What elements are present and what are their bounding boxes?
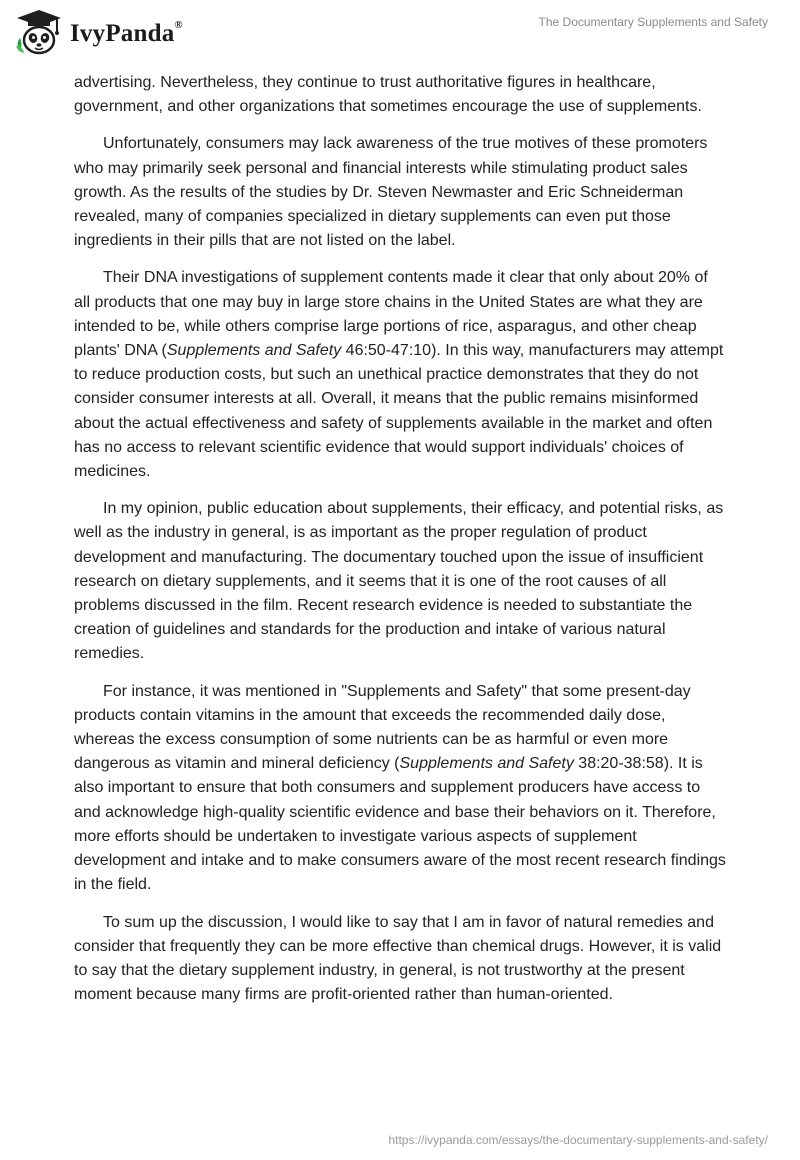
citation-title: Supplements and Safety <box>166 342 342 360</box>
paragraph-3 <box>74 266 726 484</box>
paragraph-5 <box>74 680 726 898</box>
document-title: The Documentary Supplements and Safety <box>538 15 768 29</box>
paragraph-5-text-after: 38:20-38:58). It is also important to ensure that both consumers and supplement producers have access to and acknowledge high-quality scientific evidence and base their behaviors on it. Therefore, more efforts should be undertaken to investigate various aspects of supplement development and intake and to make consumers aware of the most recent research findings in the field. <box>74 755 726 894</box>
page-header <box>0 0 800 72</box>
paragraph-5-text-before: For instance, it was mentioned in "Supplements and Safety" that some present-day products contain vitamins in the amount that exceeds the recommended daily dose, whereas the excess consumption of some nutrients can be as harmful or even more dangerous as vitamin and mineral deficiency ( <box>74 682 691 773</box>
paragraph-3-text-after: 46:50-47:10). In this way, manufacturers may attempt to reduce production costs, but such an unethical practice demonstrates that they do not consider consumer interests at all. Overall, it means that the public remains misinformed about the actual effectiveness and safety of supplements available in the market and often has no access to relevant scientific evidence that would support individuals' choices of medicines. <box>74 342 724 481</box>
paragraph-3-text-before: Their DNA investigations of supplement contents made it clear that only about 20% of all products that one may buy in large store chains in the United States are what they are intended to be, while others comprise large portions of rice, asparagus, and other cheap plants' DNA ( <box>74 269 708 360</box>
paragraph-4: In my opinion, public education about supplements, their efficacy, and potential risks, as well as the industry in general, is as important as the proper regulation of product development and manufacturing. The documentary touched upon the issue of insufficient research on dietary supplements, and it seems that it is one of the root causes of all problems discussed in the film. Recent research evidence is needed to substantiate the creation of guidelines and standards for the production and intake of various natural remedies. <box>74 500 724 663</box>
paragraph-1: advertising. Nevertheless, they continue to trust authoritative figures in healthcare, government, and other organizations that sometimes encourage the use of supplements. <box>74 74 702 116</box>
source-url[interactable]: https://ivypanda.com/essays/the-documentary-supplements-and-safety/ <box>388 1133 768 1147</box>
ivypanda-logo[interactable] <box>14 8 183 56</box>
panda-graduate-icon <box>14 8 64 56</box>
essay-body <box>74 71 726 1020</box>
logo-text: IvyPanda® <box>70 18 183 47</box>
paragraph-2: Unfortunately, consumers may lack awareness of the true motives of these promoters who may primarily seek personal and financial interests while stimulating product sales growth. As the results of the studies by Dr. Steven Newmaster and Eric Schneiderman revealed, many of companies specialized in dietary supplements can even put those ingredients in their pills that are not listed on the label. <box>74 135 708 250</box>
citation-title: Supplements and Safety <box>399 755 574 773</box>
paragraph-6: To sum up the discussion, I would like to say that I am in favor of natural remedies and consider that frequently they can be more effective than chemical drugs. However, it is valid to say that the dietary supplement industry, in general, is not trustworthy at the present moment because many firms are profit-oriented rather than human-oriented. <box>74 913 722 1004</box>
